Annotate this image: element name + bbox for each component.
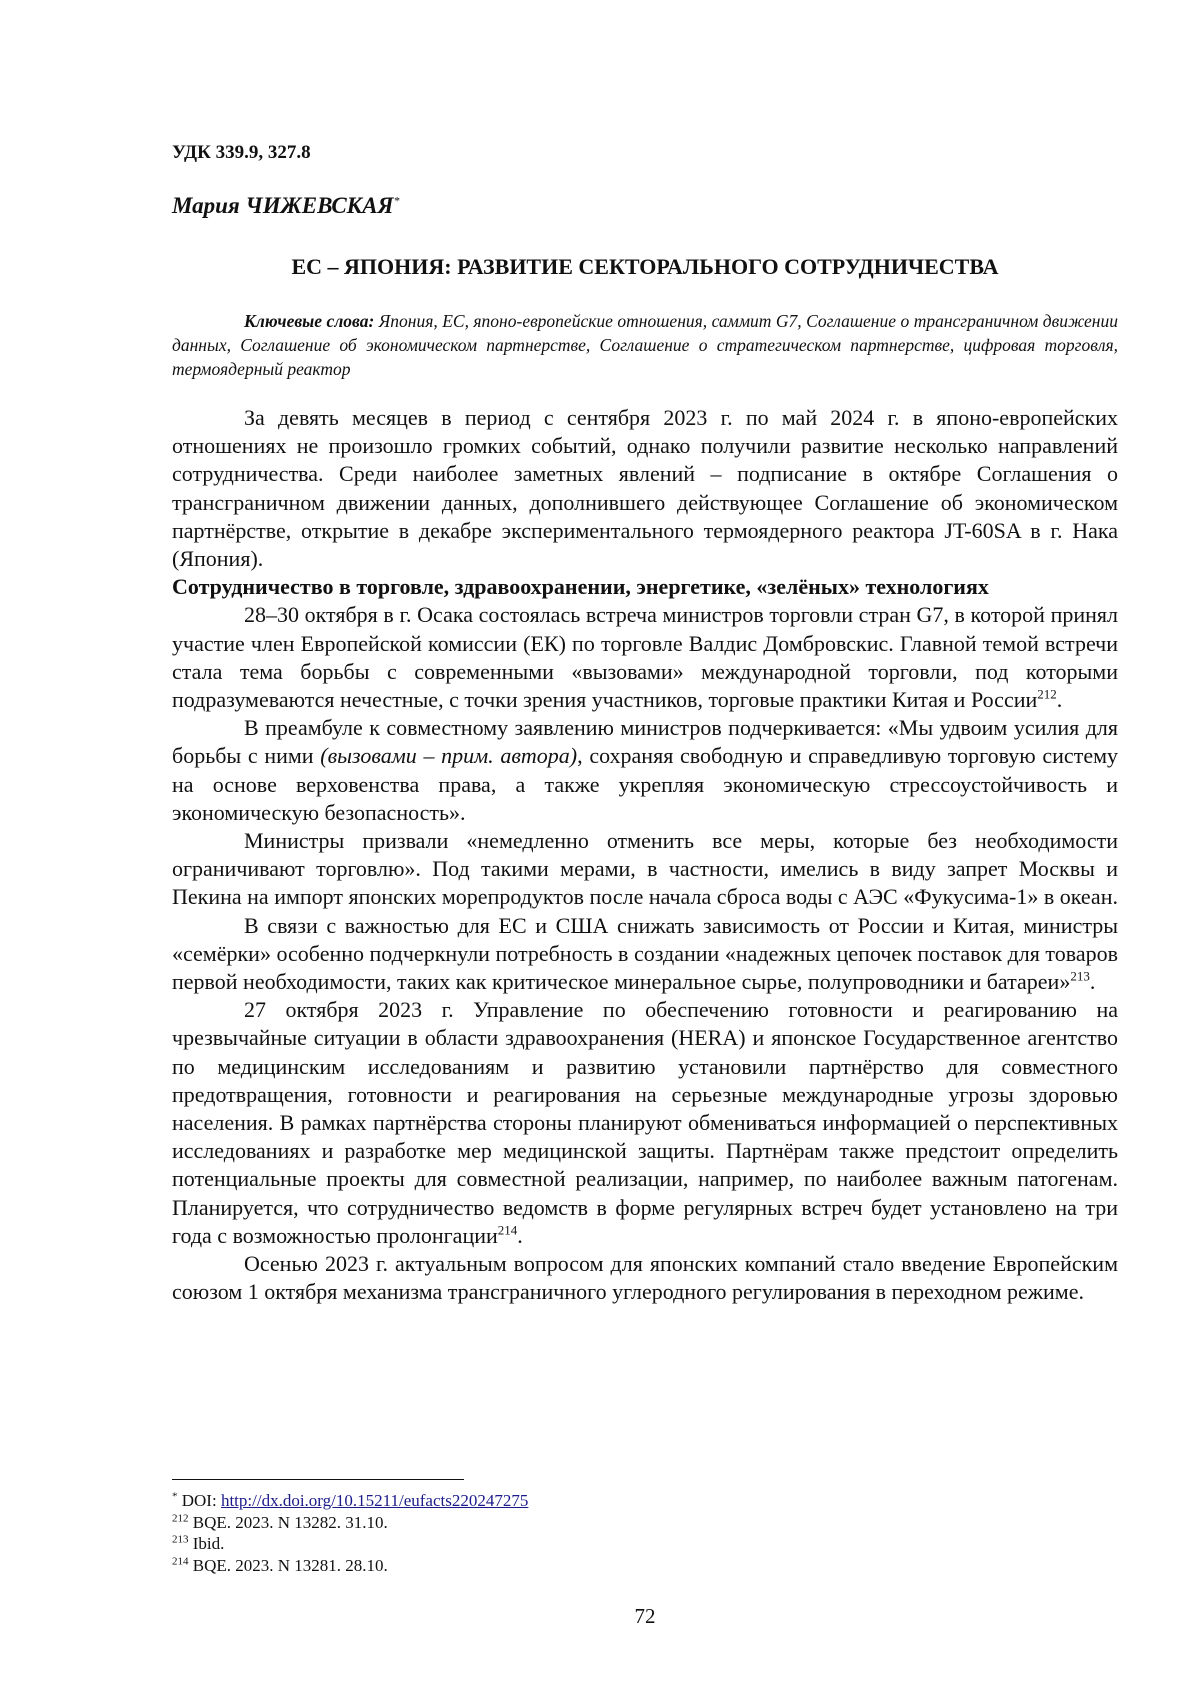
paragraph-text: В преамбуле к совместному заявлению министров подчеркивается: «Мы удвоим усилия для борьбы с ними [172,715,1118,769]
footnote-prefix: DOI: [177,1491,221,1510]
section-heading: Сотрудничество в торговле, здравоохранении, энергетике, «зелёных» технологиях [172,574,989,600]
author-name-text: Мария ЧИЖЕВСКАЯ [172,193,394,218]
keywords-block [172,309,1118,381]
footnote-mark: 213 [172,1533,189,1546]
paragraph-hera-partnership [172,996,1118,1250]
paragraph-end: . [517,1222,523,1248]
footnote-text: BQE. 2023. N 13281. 28.10. [188,1555,388,1575]
footnote-ref-212[interactable]: 212 [1037,686,1057,702]
page-number: 72 [634,1604,656,1628]
article-title: ЕС – ЯПОНИЯ: РАЗВИТИЕ СЕКТОРАЛЬНОГО СОТРУДНИЧЕСТВА [291,254,999,279]
footnote-ref-213[interactable]: 213 [1070,968,1090,984]
paragraph-text: 28‒30 октября в г. Осака состоялась встреча министров торговли стран G7, в которой принял участие член Европейской комиссии (ЕК) по торговле Валдис Домбровскис. Главной темой встречи стала тема борьбы с современными «вызовами» международной торговли, под которыми подразумеваются нечестные, с точки зрения участников, торговые практики Китая и России [172,602,1118,713]
author-name [172,193,399,219]
keywords-label: Ключевые слова: [244,311,375,331]
paragraph-end: . [1056,687,1063,713]
paragraph-preamble [172,714,1118,827]
footnote-mark: 214 [172,1554,189,1567]
paragraph-trade-measures: Министры призвали «немедленно отменить все меры, которые без необходимости ограничивают торговлю». Под такими мерами, в частности, имелись в виду запрет Москвы и Пекина на импорт японских морепродуктов после начала сброса воды с АЭС «Фукусима-1» в океан. [172,828,1118,910]
udc-code: УДК 339.9, 327.8 [172,142,311,163]
doi-link[interactable]: http://dx.doi.org/10.15211/eufacts220247275 [220,1491,529,1510]
paragraph-text: 27 октября 2023 г. Управление по обеспечению готовности и реагированию на чрезвычайные ситуации в области здравоохранения (HERA) и японское Государственное агентство по медицинским исследованиям и развитию установили партнёрство для совместного предотвращения, готовности и реагирования на серьезные международные угрозы здоровью населения. В рамках партнёрства стороны планируют обмениваться информацией о перспективных исследованиях и разработке мер медицинской защиты. Партнёрам также предстоит определить потенциальные проекты для совместной реализации, например, по наиболее важным патогенам. Планируется, что сотрудничество ведомств в форме регулярных встреч будет установлено на три года с возможностью пролонгации [172,997,1118,1248]
article-body [172,404,1118,1307]
keywords-text: Япония, ЕС, японо-европейские отношения, саммит G7, Соглашение о трансграничном движении данных, Соглашение об экономическом партнерстве, Соглашение о стратегическом партнерстве, цифровая торговля, термоядерный реактор [172,311,1118,379]
footnote-212 [172,1512,1118,1534]
footnote-ref-214[interactable]: 214 [497,1222,518,1238]
paragraph-carbon-mechanism: Осенью 2023 г. актуальным вопросом для японских компаний стало введение Европейским союзом 1 октября механизма трансграничного углеродного регулирования в переходном режиме. [172,1251,1118,1305]
footnote-mark: 212 [172,1511,189,1524]
footnote-mark: * [172,1490,178,1503]
author-footnote-mark: * [393,193,400,208]
footnote-214 [172,1555,1118,1577]
paragraph-text-cont: , сохраняя свободную и справедливую торговую систему на основе верховенства права, а также укрепляя экономическую стрессоустойчивость и экономическую безопасность». [172,743,1118,825]
footnote-doi [172,1490,1118,1512]
paragraph-intro: За девять месяцев в период с сентября 2023 г. по май 2024 г. в японо-европейских отношениях не произошло громких событий, однако получили развитие несколько направлений сотрудничества. Среди наиболее заметных явлений – подписание в октябре Соглашения о трансграничном движении данных, дополнившего действующее Соглашение об экономическом партнёрстве, открытие в декабре экспериментального термоядерного реактора JT-60SA в г. Нака (Япония). [172,405,1118,572]
footnote-text: Ibid. [188,1534,225,1553]
paragraph-text: В связи с важностью для ЕС и США снижать зависимость от России и Китая, министры «семёрки» особенно подчеркнули потребность в создании «надежных цепочек поставок для товаров первой необходимости, таких как критическое минеральное сырье, полупроводники и батареи» [172,912,1118,995]
paragraph-end: . [1089,969,1096,995]
paragraph-osaka-meeting [172,601,1118,714]
footnote-text: BQE. 2023. N 13282. 31.10. [188,1512,388,1532]
article-page [172,0,1118,1698]
footnote-213 [172,1533,1118,1555]
footnotes [172,1490,1118,1576]
footnote-divider [172,1479,464,1480]
author-note: (вызовами – прим. автора) [320,743,578,769]
paragraph-supply-chains [172,912,1118,997]
